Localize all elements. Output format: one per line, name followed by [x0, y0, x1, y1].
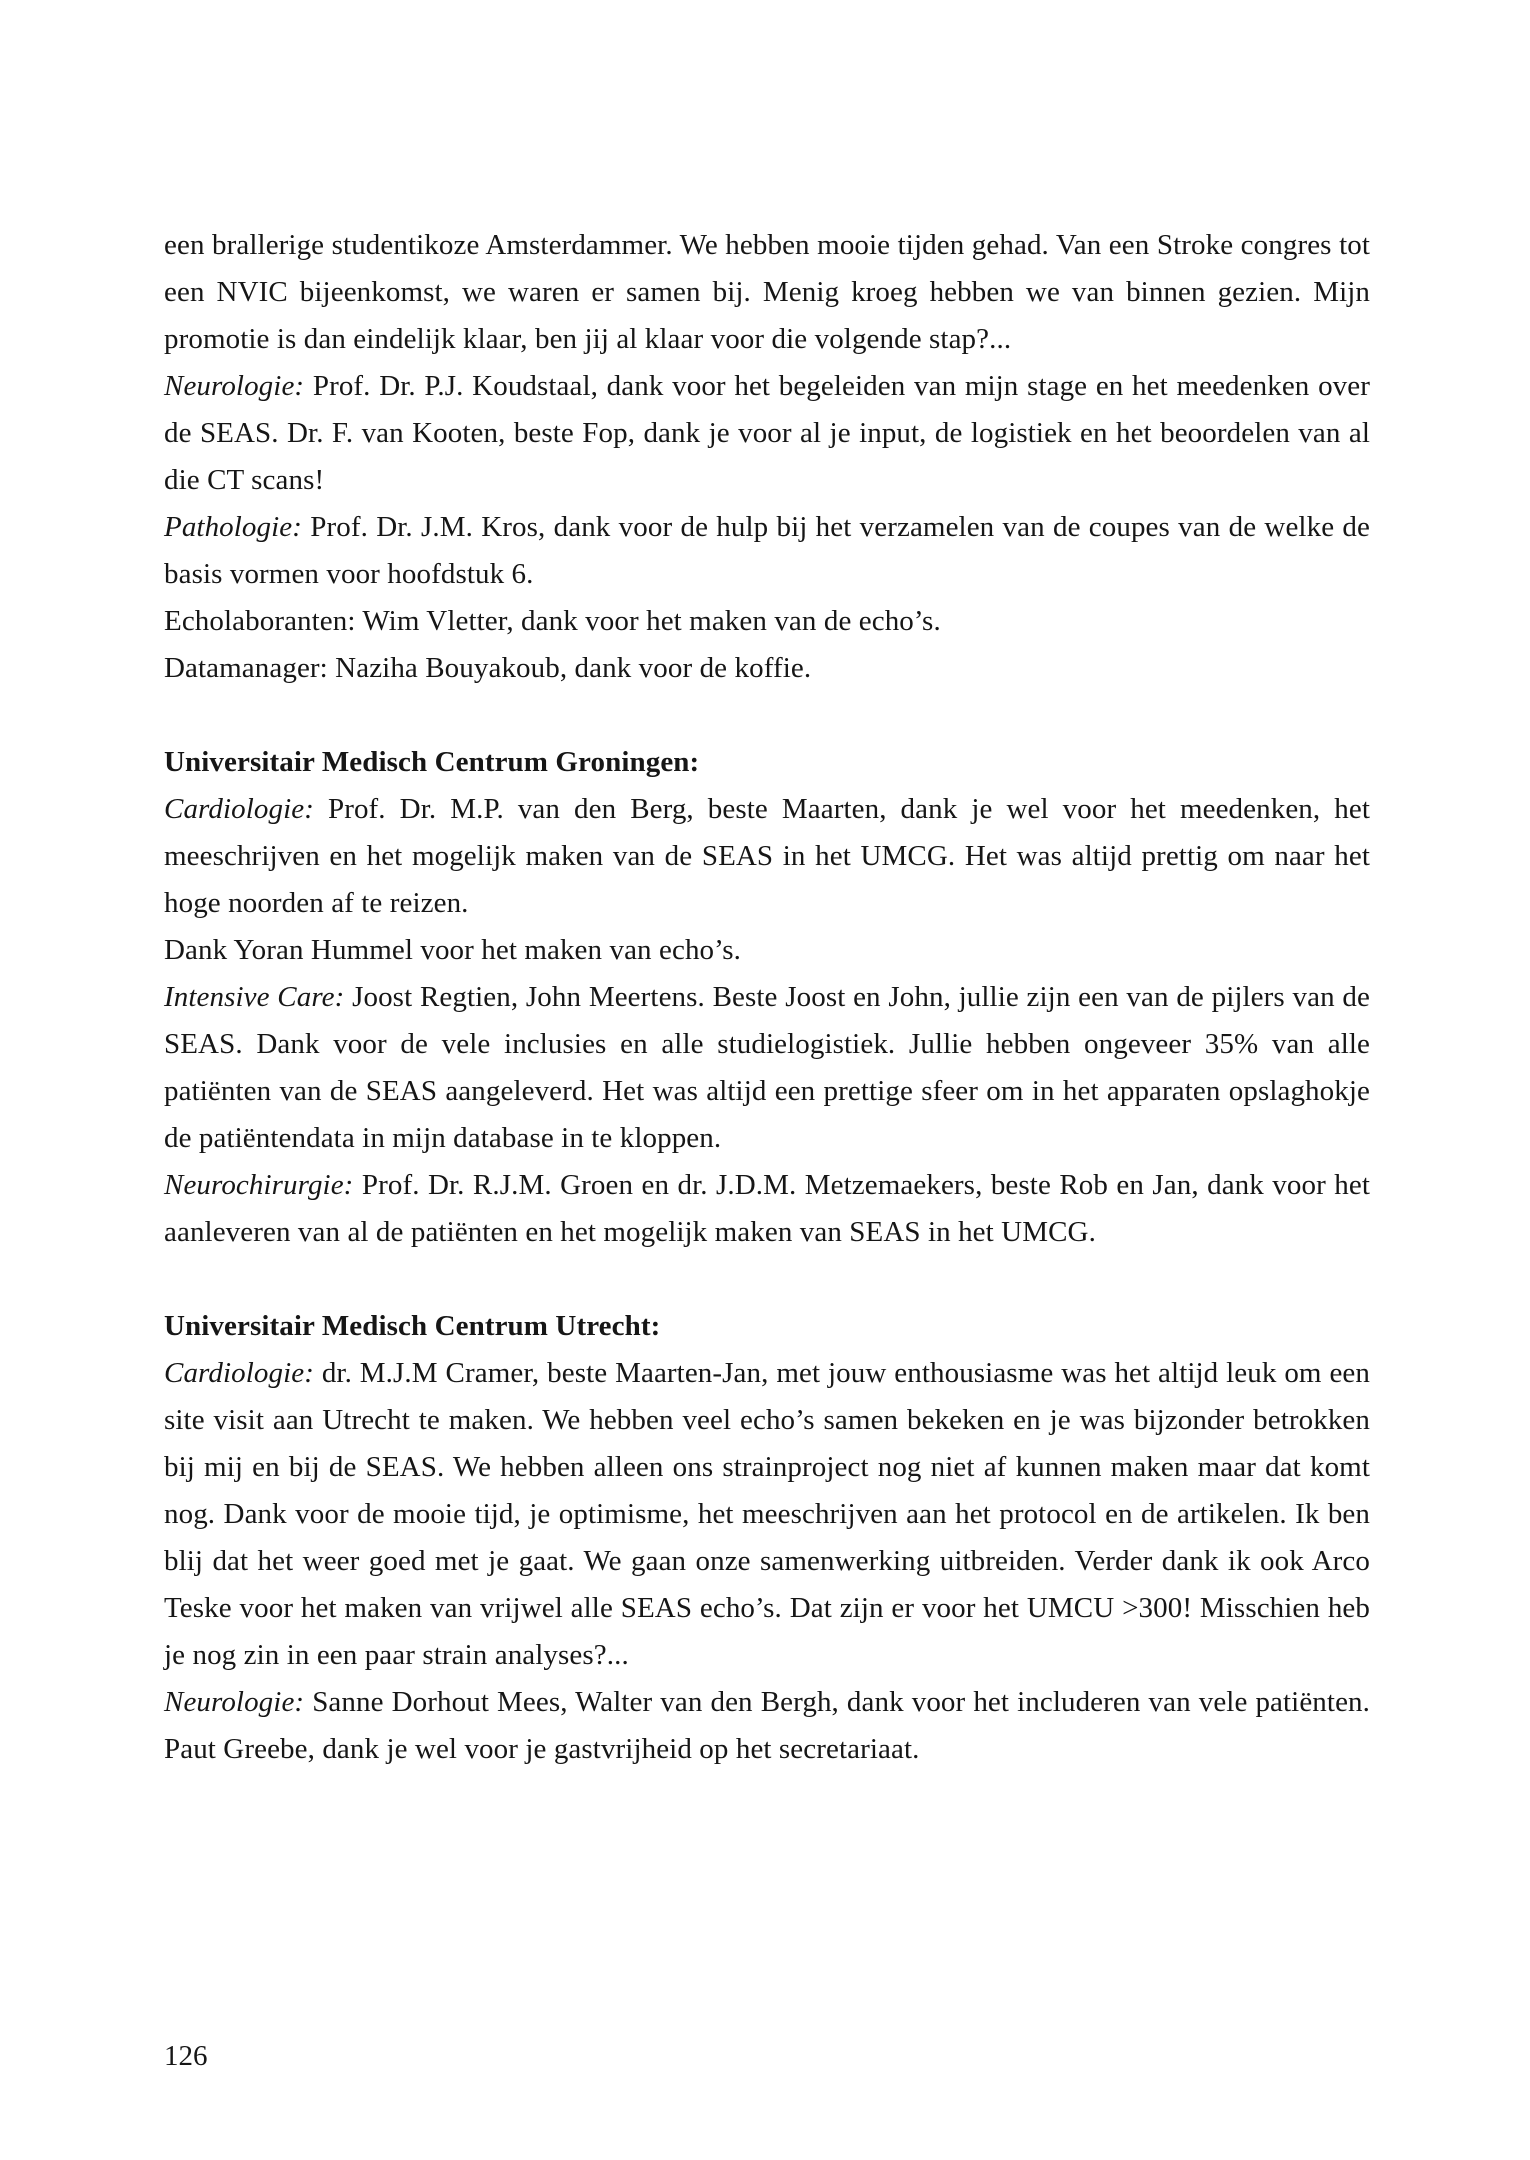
text-column [164, 222, 1370, 1773]
paragraph-text: dr. M.J.M Cramer, beste Maarten-Jan, met jouw enthousiasme was het altijd leuk om een site visit aan Utrecht te maken. We hebben veel echo’s samen bekeken en je was bijzonder betrokken bij mij en bij de SEAS. We hebben alleen ons strainproject nog niet af kunnen maken maar dat komt nog. Dank voor de mooie tijd, je optimisme, het meeschrijven aan het protocol en de artikelen. Ik ben blij dat het weer goed met je gaat. We gaan onze samenwerking uitbreiden. Verder dank ik ook Arco Teske voor het maken van vrijwel alle SEAS echo’s. Dat zijn er voor het UMCU >300! Misschien heb je nog zin in een paar strain analyses?... [164, 1357, 1370, 1671]
paragraph-lead: Neurologie: [164, 1686, 305, 1718]
paragraph-lead: Cardiologie: [164, 793, 314, 825]
paragraph-lead: Intensive Care: [164, 981, 345, 1013]
paragraph [164, 927, 1370, 974]
blank-line [164, 692, 1370, 739]
paragraph [164, 1162, 1370, 1256]
blank-line [164, 1256, 1370, 1303]
paragraph-text: Dank Yoran Hummel voor het maken van echo’s. [164, 934, 742, 966]
paragraph [164, 598, 1370, 645]
paragraph [164, 363, 1370, 504]
paragraph [164, 974, 1370, 1162]
paragraph-text: Echolaboranten: Wim Vletter, dank voor het maken van de echo’s. [164, 605, 941, 637]
paragraph [164, 1350, 1370, 1679]
paragraph [164, 645, 1370, 692]
paragraph-lead: Cardiologie: [164, 1357, 314, 1389]
page-number: 126 [164, 2040, 208, 2072]
paragraph-text: Prof. Dr. R.J.M. Groen en dr. J.D.M. Metzemaekers, beste Rob en Jan, dank voor het aanleveren van al de patiënten en het mogelijk maken van SEAS in het UMCG. [164, 1169, 1370, 1248]
paragraph [164, 1679, 1370, 1773]
paragraph [164, 222, 1370, 363]
paragraph-text: Datamanager: Naziha Bouyakoub, dank voor de koffie. [164, 652, 812, 684]
paragraph-text: Prof. Dr. M.P. van den Berg, beste Maarten, dank je wel voor het meedenken, het meeschrijven en het mogelijk maken van de SEAS in het UMCG. Het was altijd prettig om naar het hoge noorden af te reizen. [164, 793, 1370, 919]
section-heading: Universitair Medisch Centrum Utrecht: [164, 1310, 661, 1342]
paragraph-text: Sanne Dorhout Mees, Walter van den Bergh, dank voor het includeren van vele patiënten. Paut Greebe, dank je wel voor je gastvrijheid op het secretariaat. [164, 1686, 1370, 1765]
paragraph [164, 786, 1370, 927]
paragraph-text: een brallerige studentikoze Amsterdammer. We hebben mooie tijden gehad. Van een Stroke congres tot een NVIC bijeenkomst, we waren er samen bij. Menig kroeg hebben we van binnen gezien. Mijn promotie is dan eindelijk klaar, ben jij al klaar voor die volgende stap?... [164, 229, 1370, 355]
paragraph-text: Prof. Dr. J.M. Kros, dank voor de hulp bij het verzamelen van de coupes van de welke de basis vormen voor hoofdstuk 6. [164, 511, 1370, 590]
section-heading: Universitair Medisch Centrum Groningen: [164, 746, 700, 778]
paragraph-lead: Neurochirurgie: [164, 1169, 354, 1201]
paragraph-lead: Pathologie: [164, 511, 303, 543]
paragraph [164, 504, 1370, 598]
paragraph-lead: Neurologie: [164, 370, 305, 402]
paragraph-text: Joost Regtien, John Meertens. Beste Joost en John, jullie zijn een van de pijlers van de SEAS. Dank voor de vele inclusies en alle studielogistiek. Jullie hebben ongeveer 35% van alle patiënten van de SEAS aangeleverd. Het was altijd een prettige sfeer om in het apparaten opslaghokje de patiëntendata in mijn database in te kloppen. [164, 981, 1370, 1154]
paragraph-text: Prof. Dr. P.J. Koudstaal, dank voor het begeleiden van mijn stage en het meedenken over de SEAS. Dr. F. van Kooten, beste Fop, dank je voor al je input, de logistiek en het beoordelen van al die CT scans! [164, 370, 1370, 496]
